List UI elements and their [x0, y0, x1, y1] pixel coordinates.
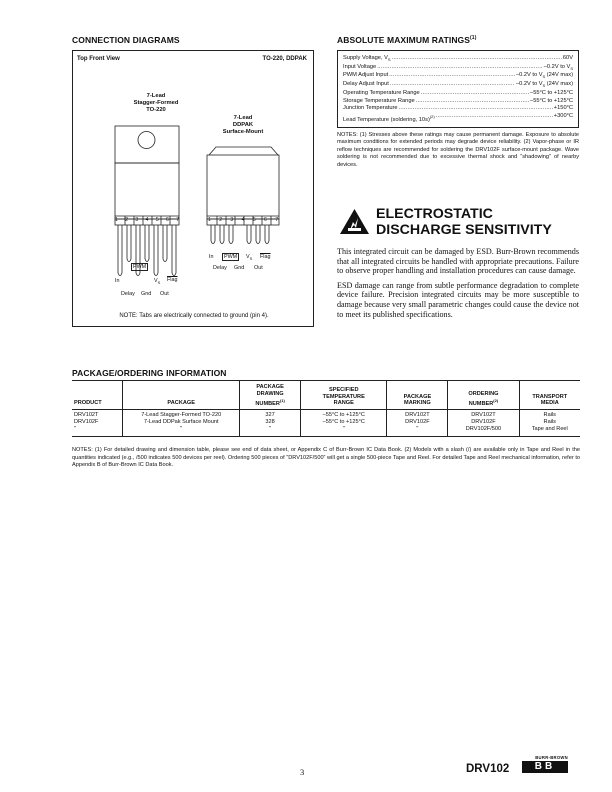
amr-row	[343, 105, 573, 113]
column-header	[240, 381, 301, 410]
table-cell-line: 327	[265, 412, 275, 418]
amr-value: 60V	[562, 55, 573, 61]
amr-heading-sup: (1)	[470, 35, 477, 42]
pkg2-vs-sub: S	[249, 256, 253, 262]
column-header	[387, 381, 448, 410]
connection-diagrams-heading: CONNECTION DIAGRAMS	[72, 35, 180, 45]
esd-warning-icon	[339, 208, 370, 235]
column-header-sup: (2)	[493, 397, 499, 403]
pkg1-line1: 7-Lead	[146, 93, 166, 99]
pkg1-pin-4: 4	[145, 217, 149, 223]
amr-value-tail: (24V max)	[545, 81, 573, 88]
column-header-line: PACKAGE	[167, 400, 195, 407]
amr-row	[343, 72, 573, 81]
esd-paragraph-1: This integrated circuit can be damaged by ESD. Burr-Brown recommends that all integrated circuits be handled with appropriate precautions. Failure to observe proper handling and installation procedures can cause damage.	[337, 247, 579, 276]
table-cell-line: Tape and Reel	[531, 426, 568, 433]
amr-value-tail: (24V max)	[545, 72, 573, 79]
pkg2-line1: 7-Lead	[233, 115, 253, 121]
amr-row	[343, 81, 573, 90]
amr-label: Operating Temperature Range	[343, 89, 420, 96]
pkg2-label-in: In	[209, 254, 214, 260]
table-cell-line: "	[269, 426, 272, 433]
pkg1-pin-3: 3	[135, 217, 139, 223]
pkg2-pin-6: 6	[264, 217, 267, 223]
pkg2-label-gnd: Gnd	[234, 265, 245, 271]
column-header	[123, 381, 240, 410]
pkg1-label-delay: Delay	[121, 291, 135, 297]
pkg1-line2: Stagger-Formed	[133, 100, 179, 107]
footer-part-number: DRV102	[466, 763, 510, 775]
table-cell-line: "	[180, 426, 183, 433]
pkg1-vs-text: V	[154, 278, 158, 284]
pkg2-label-pwm: PWM	[224, 254, 238, 260]
pkg1-pin-6: 6	[166, 217, 169, 223]
amr-value-sub: S	[542, 83, 546, 89]
amr-value: +150°C	[553, 105, 573, 112]
column-header-line: TRANSPORT	[532, 393, 568, 400]
package-drawings	[73, 51, 313, 326]
column-header-line: MARKING	[404, 400, 431, 407]
pkg1-pin-numbers	[115, 217, 179, 223]
table-cell-line: Rails	[543, 419, 556, 426]
table-cell-line: 7-Lead Stagger-Formed TO-220	[141, 412, 222, 418]
package-table-wrap	[72, 380, 580, 437]
amr-label: Storage Temperature Range	[343, 97, 415, 104]
esd-title-line1: ELECTROSTATIC	[376, 206, 493, 222]
amr-label: Delay Adjust Input	[343, 81, 389, 88]
amr-label: PWM Adjust Input	[343, 72, 389, 79]
amr-value: –55°C to +125°C	[530, 97, 573, 104]
pkg1-pin-5: 5	[155, 217, 159, 223]
amr-label-sup: (2)	[429, 113, 435, 119]
pkg1-label-gnd: Gnd	[141, 291, 152, 297]
column-header-line: NUMBER	[468, 400, 494, 407]
table-cell-line: DRV102T	[74, 412, 99, 418]
pkg1-label-vs	[154, 278, 160, 285]
column-header-line: NUMBER	[255, 400, 280, 407]
connection-diagram-box	[72, 50, 314, 327]
column-header-line: SPECIFIED	[328, 387, 359, 394]
column-header-line: RANGE	[333, 400, 354, 407]
table-cell-line: "	[342, 426, 345, 433]
amr-label: Supply Voltage, V	[343, 55, 388, 61]
amr-label: Junction Temperature	[343, 105, 398, 112]
table-cell-line: DRV102F	[471, 419, 496, 426]
column-header	[519, 381, 580, 410]
table-cell-line: DRV102T	[405, 412, 430, 418]
pkg2-line3: Surface-Mount	[222, 129, 264, 136]
amr-row	[343, 64, 573, 73]
amr-heading	[337, 35, 476, 45]
table-cell	[301, 410, 387, 436]
amr-value: –0.2V to V	[515, 81, 543, 88]
package-ordering-table	[72, 381, 580, 436]
table-cell	[72, 410, 123, 436]
amr-value: –55°C to +125°C	[530, 89, 573, 96]
package-ordering-heading: PACKAGE/ORDERING INFORMATION	[72, 368, 227, 378]
table-cell	[448, 410, 519, 436]
pkg1-label-flag: Flag	[167, 277, 178, 283]
package-notes: NOTES: (1) For detailed drawing and dimension table, please see end of data sheet, or Appendix C of Burr-Brown IC Data Book. (2) Models with a slash (/) are available only in Tape and Reel in the quantities indicated (e.g., /500 indicates 500 devices per reel). Ordering 500 pieces of “DRV102F/500” will get a single 500-piece Tape and Reel. For detailed Tape and Reel mechanical information, refer to Appendix B of Burr-Brown IC Data Book.	[72, 447, 580, 469]
column-header-line: PACKAGE	[403, 393, 432, 400]
amr-label: Input Voltage	[343, 63, 377, 70]
amr-row	[343, 90, 573, 98]
amr-label-sub: S	[387, 57, 391, 63]
logo-text: BURR-BROWN	[535, 755, 568, 760]
pkg2-pin-3: 3	[230, 217, 234, 223]
column-header	[448, 381, 519, 410]
pkg2-vs-text: V	[246, 254, 250, 260]
table-cell-line: 328	[265, 419, 275, 426]
table-cell-line: DRV102F	[405, 419, 430, 426]
esd-paragraph-2: ESD damage can range from subtle performance degradation to complete device failure. Precision integrated circuits may be more susceptible to damage because very small parametric changes could cause the device not to meet its published specifications.	[337, 280, 579, 319]
column-header-line: PRODUCT	[74, 400, 102, 407]
table-cell-line: DRV102T	[471, 412, 496, 418]
amr-value: –0.2V to V	[543, 63, 571, 70]
tabs-note: NOTE: Tabs are electrically connected to ground (pin 4).	[119, 313, 269, 319]
esd-title	[376, 206, 552, 238]
table-cell-line: 7-Lead DDPak Surface Mount	[143, 419, 219, 426]
column-header-line: ORDERING	[468, 390, 499, 397]
amr-row	[343, 98, 573, 106]
table-cell-line: –55°C to +125°C	[322, 412, 365, 418]
column-header-sup: (1)	[279, 397, 285, 403]
amr-heading-text: ABSOLUTE MAXIMUM RATINGS	[337, 35, 471, 45]
pkg2-label-flag: Flag	[260, 254, 271, 260]
pkg1-label-in: In	[115, 278, 120, 284]
table-cell-line: –55°C to +125°C	[322, 419, 365, 426]
esd-title-line2: DISCHARGE SENSITIVITY	[376, 222, 552, 238]
table-cell-line: "	[74, 426, 76, 433]
pkg1-label-pwm: PWM	[133, 264, 147, 270]
pkg2-pin-2: 2	[219, 217, 222, 223]
column-header-line: MEDIA	[540, 400, 559, 407]
column-header	[72, 381, 123, 410]
amr-label: Lead Temperature (soldering, 10s)	[343, 116, 430, 123]
amr-value-sub: S	[570, 65, 573, 71]
pkg2-label-vs	[246, 254, 252, 261]
logo-mark: BB	[522, 761, 568, 773]
amr-value: +300°C	[553, 112, 573, 119]
table-cell-line: "	[416, 426, 419, 433]
page-number: 3	[300, 767, 305, 777]
table-cell	[519, 410, 580, 436]
pkg2-label-delay: Delay	[213, 265, 227, 271]
table-cell-line: DRV102F/500	[465, 426, 502, 433]
column-header-line: DRAWING	[256, 390, 284, 397]
pkg2-pin-numbers	[208, 217, 278, 223]
pkg2-pin-1: 1	[208, 217, 211, 223]
table-cell	[123, 410, 240, 436]
amr-row	[343, 55, 573, 64]
amr-table	[337, 50, 579, 128]
esd-body	[337, 247, 579, 324]
column-header-line: TEMPERATURE	[322, 393, 365, 400]
table-cell-line: DRV102F	[74, 419, 99, 426]
pkg1-vs-sub: S	[157, 280, 161, 286]
table-cell	[387, 410, 448, 436]
pkg2-line2: DDPAK	[232, 122, 254, 129]
amr-value-sub: S	[542, 74, 546, 80]
pkg2-pin-4: 4	[241, 217, 245, 223]
amr-value: –0.2V to V	[515, 72, 543, 79]
top-front-view-label: Top Front View	[77, 56, 120, 62]
pkg1-label-out: Out	[160, 291, 169, 297]
pkg1-line3: TO-220	[146, 107, 166, 114]
pkg2-label-out: Out	[254, 265, 263, 271]
to220-package-drawing	[115, 126, 179, 273]
amr-row	[343, 113, 573, 124]
column-header-line: PACKAGE	[256, 384, 284, 391]
amr-notes: NOTES: (1) Stresses above these ratings may cause permanent damage. Exposure to absolute maximum conditions for extended periods may degrade device reliability. (2) Vapor-phase or IR reflow techniques are recommended for soldering the DRV102F surface-mount package. Wave soldering is not recommended due to excessive thermal shock and “shadowing” of nearby devices.	[337, 132, 579, 168]
pkg1-pin-1: 1	[115, 217, 118, 223]
pkg2-pin-5: 5	[252, 217, 256, 223]
burr-brown-logo	[522, 755, 568, 773]
table-cell	[240, 410, 301, 436]
ddpak-package-drawing	[118, 147, 279, 276]
pkg2-pin-7: 7	[275, 217, 278, 223]
packages-label: TO-220, DDPAK	[262, 56, 307, 62]
table-row	[72, 410, 580, 436]
pkg1-pin-2: 2	[125, 217, 128, 223]
column-header	[301, 381, 387, 410]
table-cell-line: Rails	[543, 412, 556, 418]
pkg1-pin-7: 7	[176, 217, 179, 223]
